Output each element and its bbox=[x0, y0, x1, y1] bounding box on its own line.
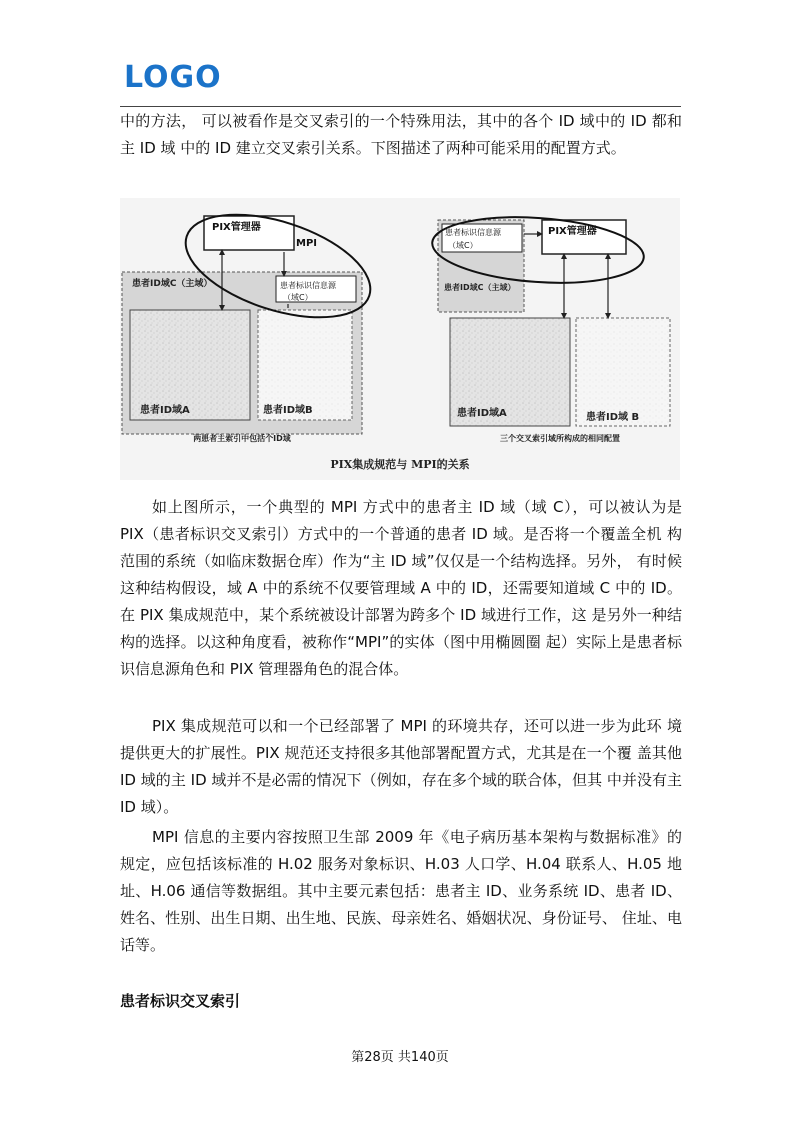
right-domain-b-box bbox=[576, 318, 670, 426]
left-id-source-domain: （域C） bbox=[283, 293, 313, 302]
figure-caption: PIX集成规范与 MPI的关系 bbox=[330, 458, 470, 471]
paragraph-mpi-explanation: 如上图所示，一个典型的 MPI 方式中的患者主 ID 域（域 C），可以被认为是 PIX（患者标识交叉索引）方式中的一个普通的患者 ID 域。是否将一个覆盖全机 构范围的系统（如临床数据仓库）作为“主 ID 域”仅仅是一个结构选择。另外， 有时候这种结构假设，域 A 中的系统不仅要管理域 A 中的 ID，还需要知道域 C 中的 ID。在 PIX 集成规范中，某个系统被设计部署为跨多个 ID 域进行工作，这 是另外一种结构的选择。以这种角度看，被称作“MPI”的实体（图中用椭圆圈 起）实际上是患者标识信息源角色和 PIX 管理器角色的混合体。 bbox=[120, 498, 682, 678]
right-domain-c-label: 患者ID域C（主域） bbox=[444, 283, 516, 292]
left-id-source-label: 患者标识信息源 bbox=[280, 281, 336, 290]
left-domain-a-box bbox=[130, 310, 250, 420]
right-id-source-domain: （域C） bbox=[448, 241, 478, 250]
left-subcaption: 两患者主索引中包括个ID域 bbox=[193, 434, 291, 443]
left-pix-manager-label: PIX管理器 bbox=[212, 222, 261, 233]
right-id-source-label: 患者标识信息源 bbox=[445, 228, 501, 237]
right-pix-manager-label: PIX管理器 bbox=[548, 226, 597, 237]
right-domain-a-label: 患者ID域A bbox=[457, 408, 507, 419]
left-mpi-label: MPI bbox=[296, 238, 318, 249]
right-domain-b-label: 患者ID域 B bbox=[586, 412, 640, 423]
left-domain-b-box bbox=[258, 310, 352, 420]
left-domain-b-label: 患者ID域B bbox=[263, 405, 313, 416]
paragraph-mpi-content: MPI 信息的主要内容按照卫生部 2009 年《电子病历基本架构与数据标准》的 规定，应包括该标准的 H.02 服务对象标识、H.03 人口学、H.04 联系人、H.05 地址、H.06 通信等数据组。其中主要元素包括：患者主 ID、业务系统 ID、患者 ID、姓名、性别、出生日期、出生地、民族、母亲姓名、婚姻状况、身份证号、 住址、电话等。 bbox=[120, 828, 682, 954]
left-domain-a-label: 患者ID域A bbox=[140, 405, 190, 416]
right-subcaption: 三个交叉索引域所构成的相同配置 bbox=[500, 434, 620, 443]
left-domain-c-label: 患者ID域C（主域） bbox=[132, 279, 213, 289]
logo: LOGO bbox=[124, 60, 222, 95]
pix-mpi-figure bbox=[120, 198, 680, 480]
paragraph-pix-coexist: PIX 集成规范可以和一个已经部署了 MPI 的环境共存，还可以进一步为此环 境提供更大的扩展性。PIX 规范还支持很多其他部署配置方式，尤其是在一个覆 盖其他 ID 域的主 ID 域并不是必需的情况下（例如，存在多个域的联合体，但其 中并没有主 ID 域）。 bbox=[120, 717, 682, 816]
page-number: 第28页 共140页 bbox=[351, 1050, 449, 1065]
section-title: 患者标识交叉索引 bbox=[120, 992, 241, 1010]
figure-diagram bbox=[120, 198, 680, 480]
header-divider bbox=[120, 106, 681, 107]
paragraph-intro: 中的方法， 可以被看作是交叉索引的一个特殊用法，其中的各个 ID 域中的 ID 都和主 ID 域 中的 ID 建立交叉索引关系。下图描述了两种可能采用的配置方式。 bbox=[120, 112, 682, 157]
